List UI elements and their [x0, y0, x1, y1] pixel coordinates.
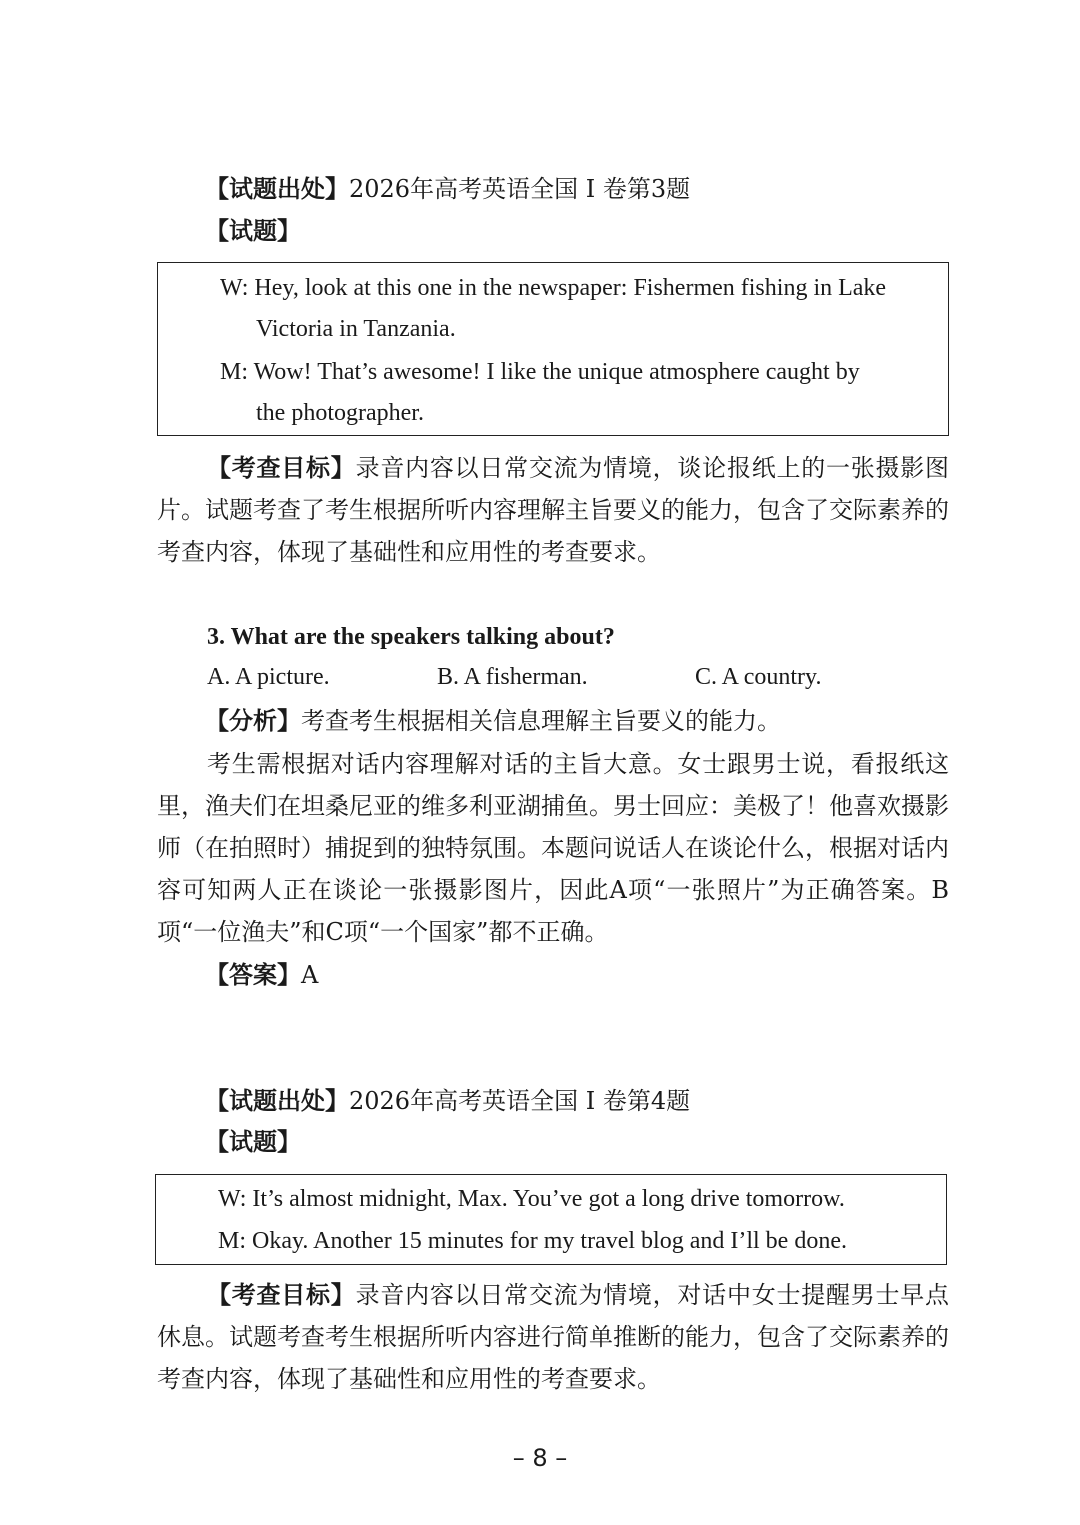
page-number: – 8 – — [512, 1444, 568, 1472]
source-text: 2026年高考英语全国 I 卷第4题 — [349, 1087, 691, 1115]
analysis-label: 【分析】 — [205, 706, 301, 735]
option-c: C. A country. — [695, 664, 822, 690]
option-a: A. A picture. — [207, 664, 330, 690]
source-line-q3 — [205, 172, 690, 206]
goal-label: 【考查目标】 — [207, 453, 356, 482]
source-text: 2026年高考英语全国 I 卷第3题 — [349, 175, 691, 203]
question-label: 【试题】 — [205, 1127, 301, 1156]
source-label: 【试题出处】 — [205, 174, 349, 203]
goal-paragraph-q4 — [157, 1274, 949, 1400]
dialogue-line: Victoria in Tanzania. — [256, 316, 456, 342]
source-label: 【试题出处】 — [205, 1086, 349, 1115]
explanation-paragraph: 考生需根据对话内容理解对话的主旨大意。女士跟男士说，看报纸这里，渔夫们在坦桑尼亚的维多利亚湖捕鱼。男士回应：美极了！他喜欢摄影师（在拍照时）捕捉到的独特氛围。本题问说话人在谈论什么，根据对话内容可知两人正在谈论一张摄影图片，因此A项“一张照片”为正确答案。B项“一位渔夫”和C项“一个国家”都不正确。 — [157, 750, 949, 946]
dialogue-line: the photographer. — [256, 400, 424, 426]
dialogue-line: W: Hey, look at this one in the newspaper: Fishermen fishing in Lake — [220, 275, 887, 301]
goal-text: 录音内容以日常交流为情境，对话中女士提醒男士早点休息。试题考查考生根据所听内容进行简单推断的能力，包含了交际素养的考查内容，体现了基础性和应用性的考查要求。 — [157, 1281, 950, 1393]
answer-text: A — [301, 961, 319, 989]
question-label: 【试题】 — [205, 216, 301, 245]
goal-text: 录音内容以日常交流为情境，谈论报纸上的一张摄影图片。试题考查了考生根据所听内容理解主旨要义的能力，包含了交际素养的考查内容，体现了基础性和应用性的考查要求。 — [157, 454, 950, 566]
dialogue-box-q3 — [157, 262, 949, 436]
analysis-line — [205, 704, 781, 738]
question-stem: 3. What are the speakers talking about? — [207, 624, 615, 650]
dialogue-line: W: It’s almost midnight, Max. You’ve got a long drive tomorrow. — [218, 1186, 845, 1212]
option-b: B. A fisherman. — [437, 664, 588, 690]
goal-paragraph-q3 — [157, 447, 949, 573]
dialogue-box-q4 — [155, 1174, 947, 1265]
answer-label: 【答案】 — [205, 960, 301, 989]
dialogue-line: M: Okay. Another 15 minutes for my travel blog and I’ll be done. — [218, 1228, 847, 1254]
source-line-q4 — [205, 1084, 690, 1118]
analysis-text: 考查考生根据相关信息理解主旨要义的能力。 — [301, 707, 781, 735]
goal-label: 【考查目标】 — [207, 1280, 356, 1309]
dialogue-line: M: Wow! That’s awesome! I like the unique atmosphere caught by — [220, 359, 860, 385]
answer-line — [205, 958, 318, 992]
